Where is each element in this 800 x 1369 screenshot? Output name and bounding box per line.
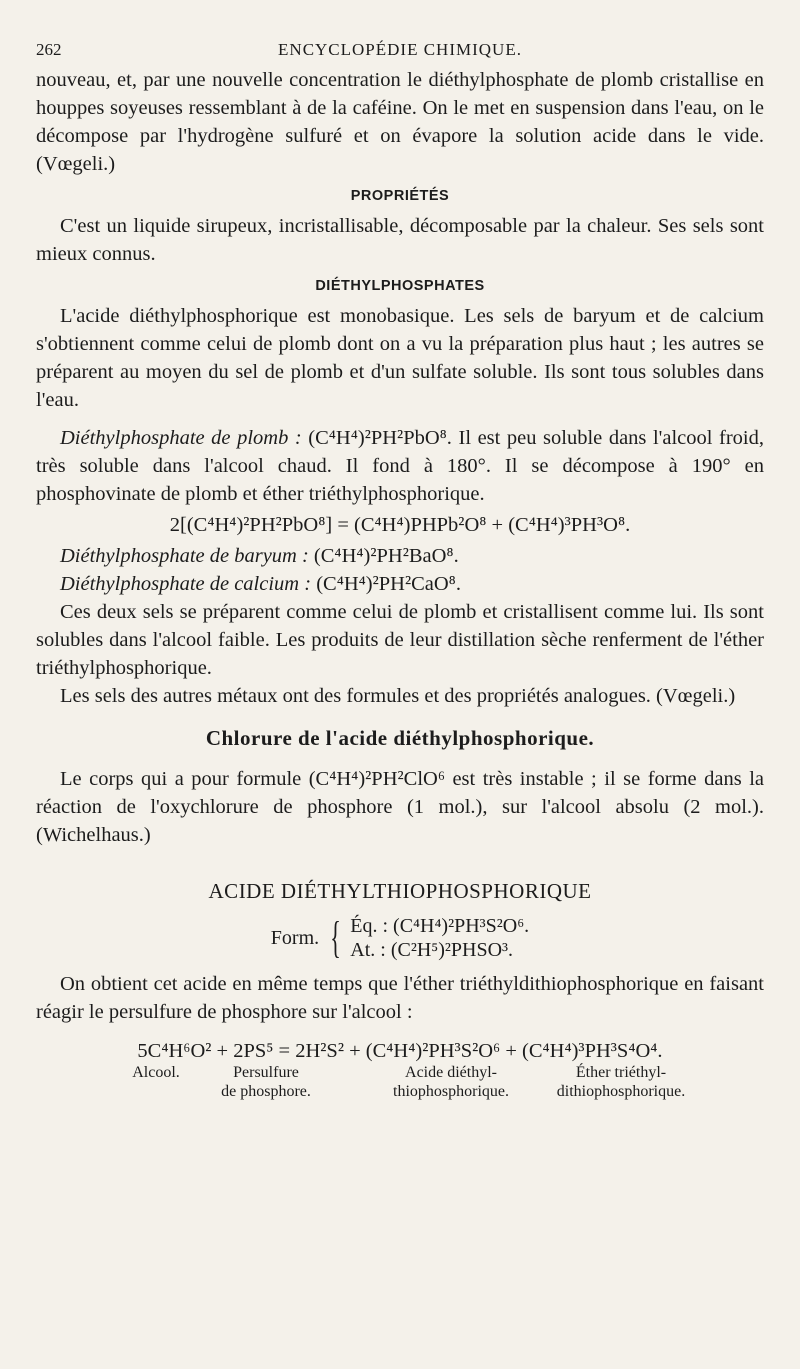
- equation-reaction: 5C⁴H⁶O² + 2PS⁵ = 2H²S² + (C⁴H⁴)²PH³S²O⁶ + (C⁴H⁴)³PH³S⁴O⁴.: [137, 1040, 663, 1062]
- running-title: ENCYCLOPÉDIE CHIMIQUE.: [278, 40, 522, 59]
- paragraph-chlorure: Le corps qui a pour formule (C⁴H⁴)²PH²ClO⁶ est très instable ; il se forme dans la réaction de l'oxychlorure de phosphore (1 mol.), sur l'alcool absolu (2 mol.). (Wichelhaus.): [36, 768, 764, 846]
- barium-salt-formula: (C⁴H⁴)²PH²BaO⁸.: [308, 545, 459, 567]
- formula-atomic: At. : (C²H⁵)²PHSO³.: [350, 939, 514, 961]
- paragraph-intro: nouveau, et, par une nouvelle concentration le diéthylphosphate de plomb cristallise en houppes soyeuses ressemblant à de la caféine. On le met en suspension dans l'eau, on le décompose par l'hydrogène sulfuré et on évapore la solution acide dans le vide. (Vœgeli.): [36, 69, 764, 175]
- calcium-salt-name: Diéthylphosphate de calcium :: [60, 573, 312, 595]
- label-persulfure: Persulfure de phosphore.: [221, 1064, 311, 1100]
- label-alcool: Alcool.: [132, 1064, 180, 1081]
- brace-icon: {: [330, 913, 341, 962]
- reaction-labels: [36, 1063, 764, 1107]
- calcium-salt-formula: (C⁴H⁴)²PH²CaO⁸.: [311, 573, 461, 595]
- paragraph-properties: C'est un liquide sirupeux, incristallisable, décomposable par la chaleur. Ses sels sont mieux connus.: [36, 215, 764, 265]
- label-acide: Acide diéthyl- thiophosphorique.: [393, 1064, 509, 1100]
- paragraph-monobasic: L'acide diéthylphosphorique est monobasique. Les sels de baryum et de calcium s'obtiennent comme celui de plomb dont on a vu la préparation plus haut ; les autres se préparent au moyen du sel de plomb et d'un sulfate soluble. Ils sont tous solubles dans l'eau.: [36, 305, 764, 411]
- paragraph-barium-salt: [36, 542, 764, 570]
- formula-block: [36, 914, 764, 962]
- barium-salt-name: Diéthylphosphate de baryum :: [60, 545, 309, 567]
- page-header: [36, 40, 764, 66]
- label-ether: Éther triéthyl- dithiophosphorique.: [556, 1064, 686, 1100]
- page: [36, 40, 764, 1107]
- equation-decomposition: 2[(C⁴H⁴)²PH²PbO⁸] = (C⁴H⁴)PHPb²O⁸ + (C⁴H⁴)³PH³O⁸.: [169, 514, 631, 536]
- paragraph-other-metals: Les sels des autres métaux ont des formules et des propriétés analogues. (Vœgeli.): [60, 685, 736, 707]
- lead-salt-text: (C⁴H⁴)²PH²PbO⁸. Il est peu soluble dans l'alcool froid, très soluble dans l'alcool chaud. Il fond à 180°. Il se décompose à 190° en phosphovinate de plomb et éther triéthylphosphorique.: [36, 427, 764, 505]
- heading-chlorure: Chlorure de l'acide diéthylphosphorique.: [205, 726, 595, 750]
- formula-label: Form.: [270, 926, 320, 949]
- paragraph-preparation: On obtient cet acide en même temps que l'éther triéthyldithiophosphorique en faisant réagir le persulfure de phosphore sur l'alcool :: [36, 973, 764, 1023]
- formula-equivalent: Éq. : (C⁴H⁴)²PH³S²O⁶.: [350, 915, 530, 937]
- heading-acide-diethylthiophosphorique: ACIDE DIÉTHYLTHIOPHOSPHORIQUE: [208, 879, 592, 903]
- paragraph-lead-salt: [36, 424, 764, 508]
- heading-diethylphosphates: DIÉTHYLPHOSPHATES: [315, 278, 485, 294]
- heading-proprietes: PROPRIÉTÉS: [350, 188, 450, 204]
- lead-salt-name: Diéthylphosphate de plomb :: [60, 427, 302, 449]
- page-number: 262: [36, 40, 62, 59]
- paragraph-two-salts: Ces deux sels se préparent comme celui de plomb et cristallisent comme lui. Ils sont solubles dans l'alcool faible. Les produits de leur distillation sèche renferment de l'éther triéthylphosphorique.: [36, 601, 764, 679]
- paragraph-calcium-salt: [36, 570, 764, 598]
